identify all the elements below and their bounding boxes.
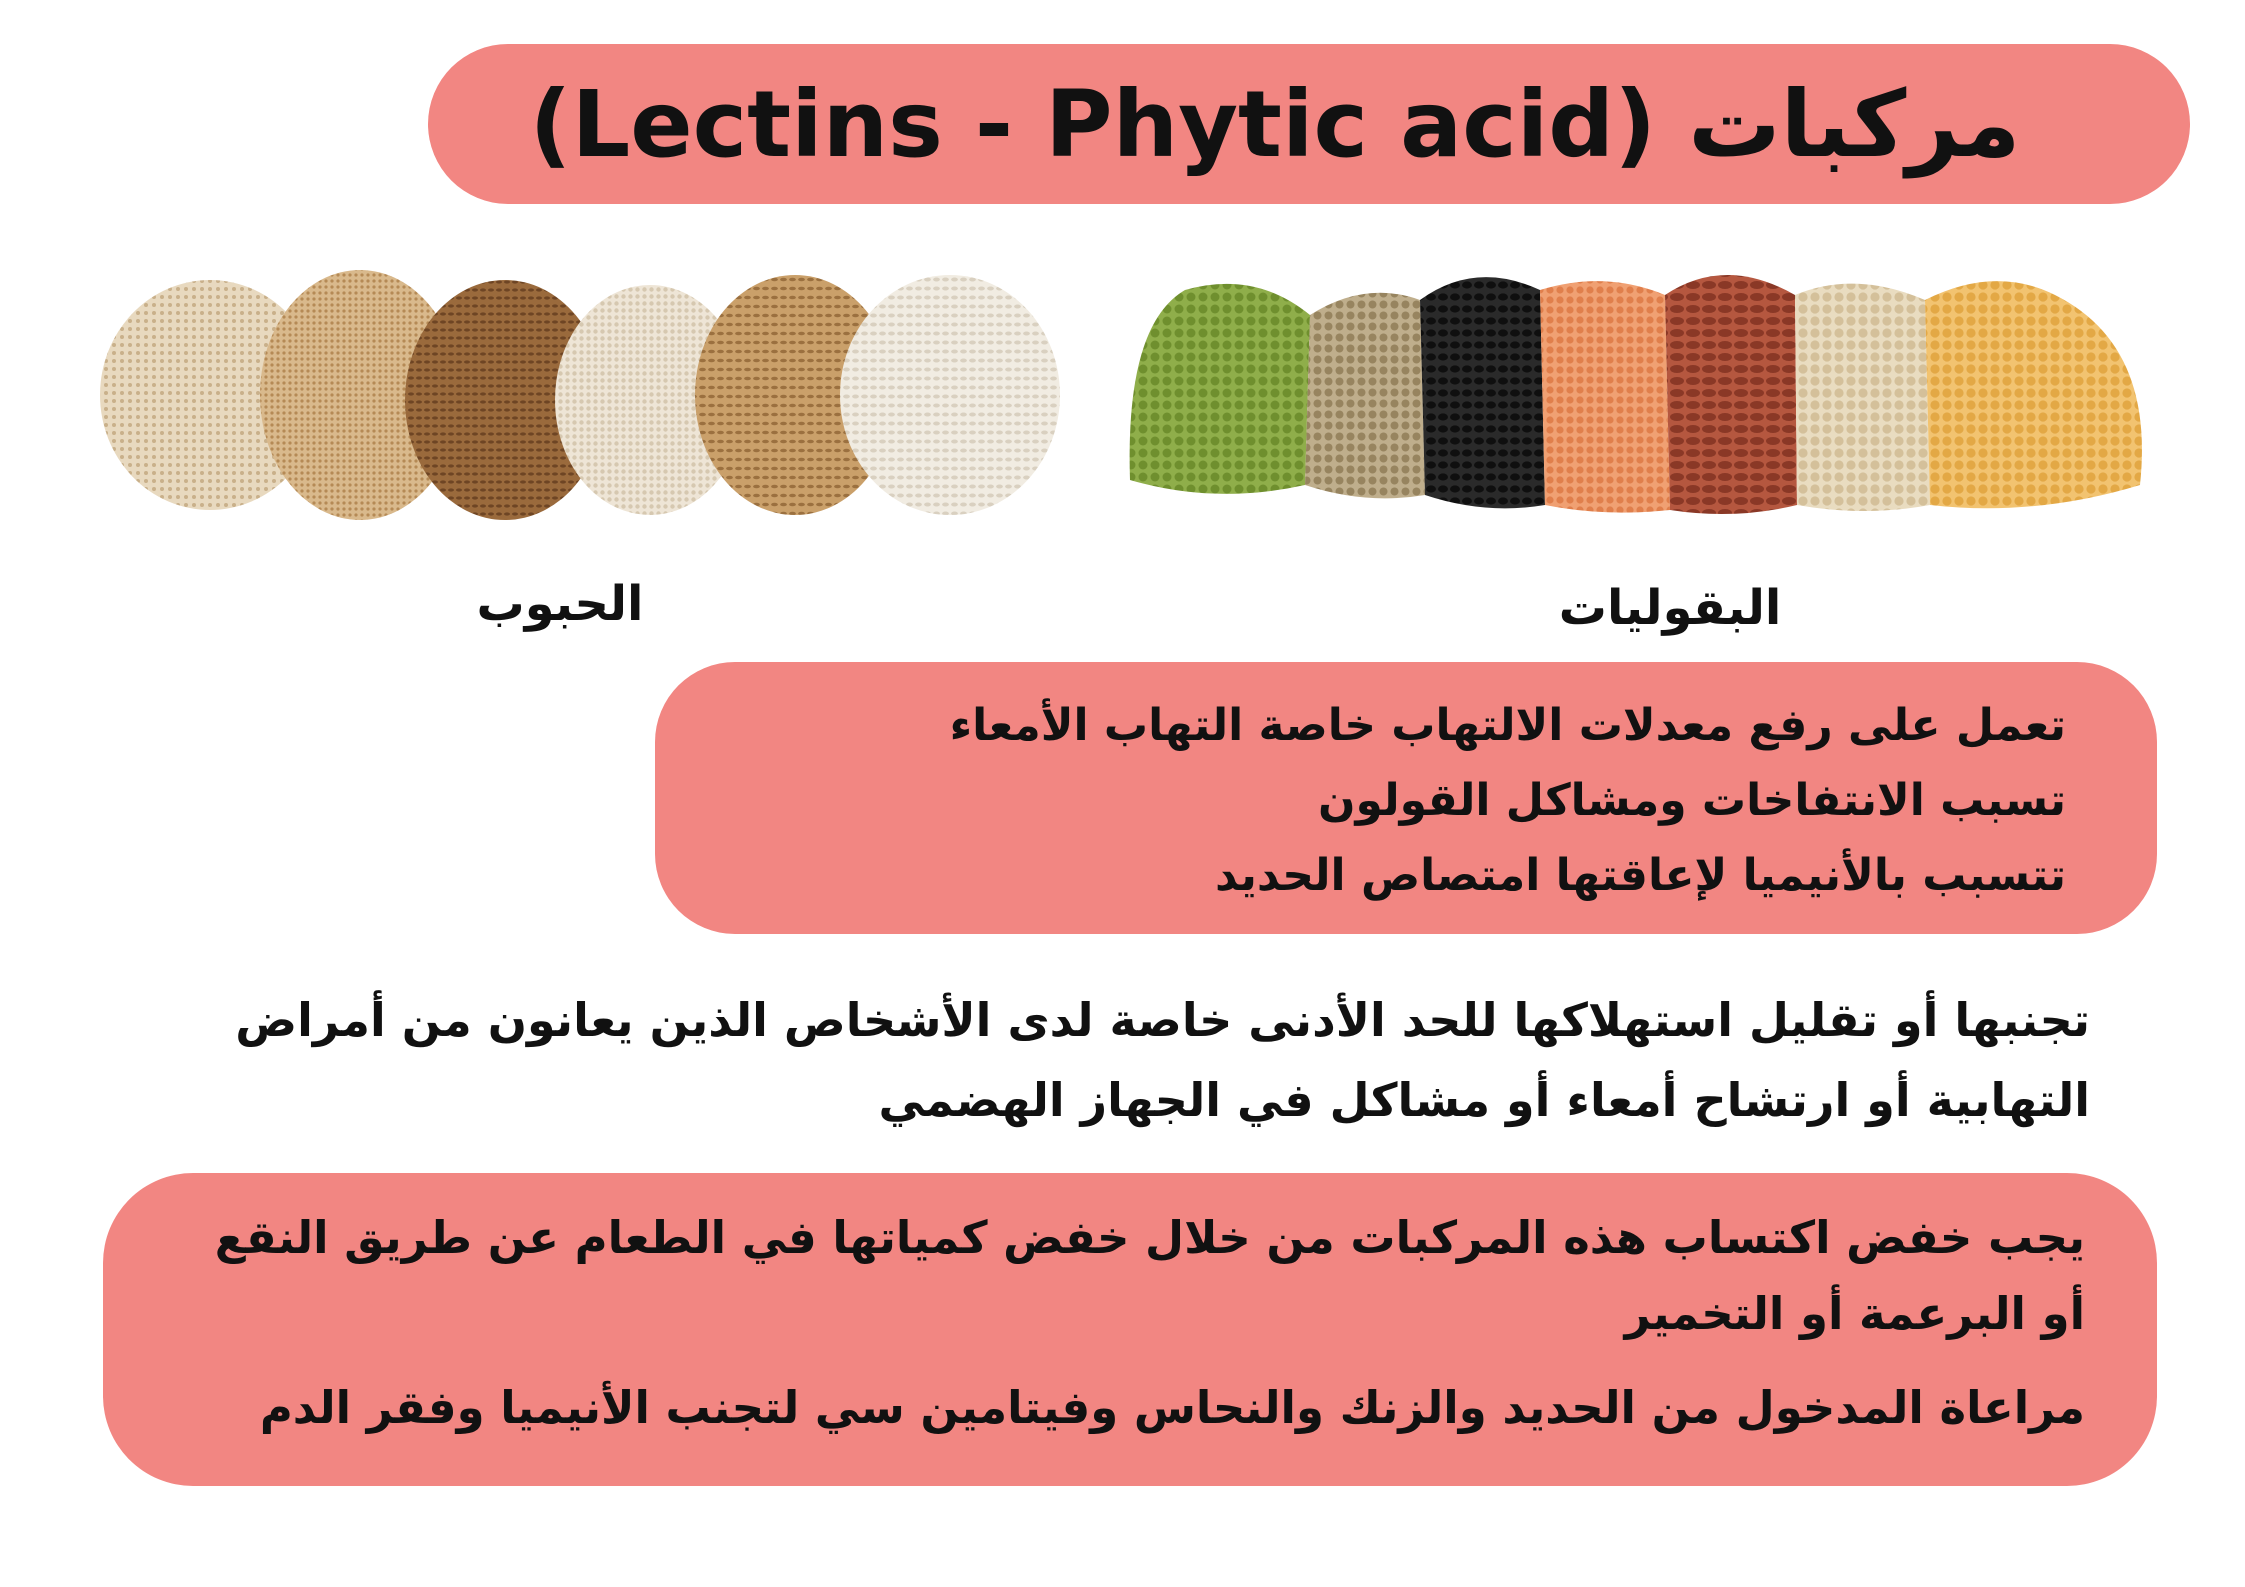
yellow-split-peas-heap xyxy=(1925,281,2142,508)
avoidance-advice xyxy=(190,980,2090,1140)
legumes-image xyxy=(1125,255,2155,520)
grains-illustration xyxy=(95,230,1080,545)
brown-lentils-heap xyxy=(1305,293,1425,499)
barley-heap xyxy=(840,275,1060,515)
grains-image xyxy=(95,230,1080,545)
tips-list xyxy=(150,1200,2085,1446)
page-title: مركبات (Lectins - Phytic acid) xyxy=(529,71,2021,178)
black-beans-heap xyxy=(1420,277,1545,508)
effect-item: تعمل على رفع معدلات الالتهاب خاصة التهاب الأمعاء xyxy=(949,700,2066,751)
tip-line: مراعاة المدخول من الحديد والزنك والنحاس وفيتامين سي لتجنب الأنيميا وفقر الدم xyxy=(259,1381,2085,1434)
chickpeas-heap xyxy=(1795,284,1930,511)
green-split-peas-heap xyxy=(1130,284,1310,494)
tip-line: أو البرعمة أو التخمير xyxy=(1624,1287,2085,1340)
red-lentils-heap xyxy=(1540,281,1670,512)
legumes-illustration xyxy=(1125,255,2155,520)
kidney-beans-heap xyxy=(1665,275,1797,514)
legumes-caption: البقوليات xyxy=(1558,580,1782,636)
effect-item: تتسبب بالأنيميا لإعاقتها امتصاص الحديد xyxy=(1214,850,2066,901)
effects-list xyxy=(949,688,2066,913)
grains-caption: الحبوب xyxy=(476,576,644,632)
advice-line: التهابية أو ارتشاح أمعاء أو مشاكل في الجهاز الهضمي xyxy=(878,1073,2090,1127)
effect-item: تسبب الانتفاخات ومشاكل القولون xyxy=(1317,775,2066,826)
advice-line: تجنبها أو تقليل استهلاكها للحد الأدنى خاصة لدى الأشخاص الذين يعانون من أمراض xyxy=(235,993,2090,1047)
tip-line: يجب خفض اكتساب هذه المركبات من خلال خفض كمياتها في الطعام عن طريق النقع xyxy=(214,1211,2085,1264)
